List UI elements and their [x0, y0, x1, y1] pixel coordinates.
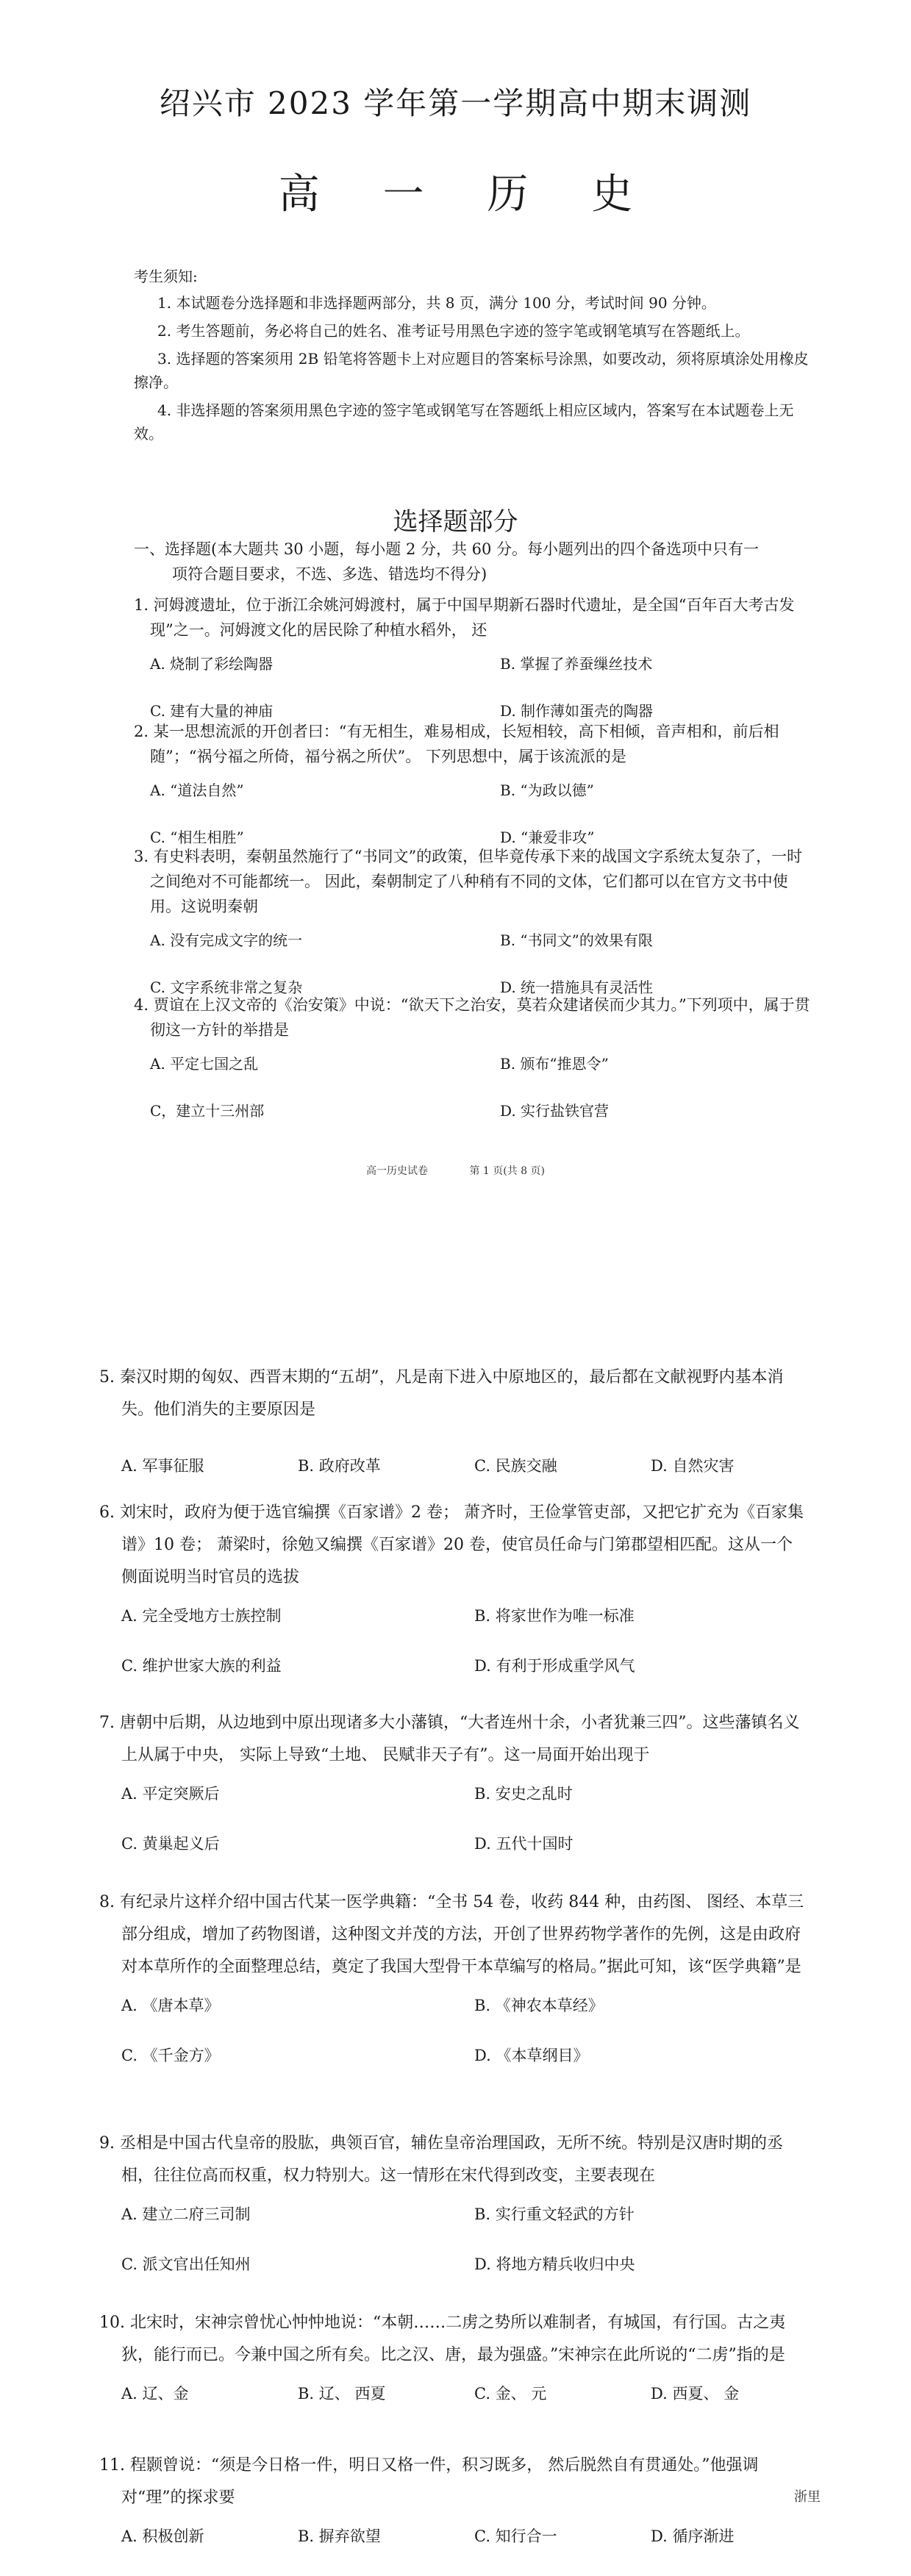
question-stem: 3. 有史料表明，秦朝虽然施行了“书同文”的政策，但毕竟传承下来的战国文字系统太复杂了，一时之间绝对不可能都统一。 因此，秦朝制定了八种稍有不同的文体，它们都可以在官方文书中使用。这说明秦朝	[134, 848, 803, 915]
option-c[interactable]: C. 维护世家大族的利益	[121, 1657, 282, 1675]
notice-item: 2. 考生答题前，务必将自己的姓名、准考证号用黑色字迹的签字笔或钢笔填写在答题纸上。	[157, 322, 750, 340]
subject-title: 高 一 历 史	[278, 171, 658, 218]
question-8	[99, 1886, 805, 2069]
corner-mark: 浙里	[794, 2489, 821, 2505]
options-row	[99, 1778, 805, 1807]
option-c[interactable]: C. 金、 元	[474, 2385, 547, 2403]
question-stem: 6. 刘宋时，政府为便于选官编撰《百家谱》2 卷； 萧齐时，王俭掌管吏部，又把它扩充为《百家集谱》10 卷； 萧梁时，徐勉又编撰《百家谱》20 卷，使官员任命与门第郡望相匹配。这从一个侧面说明当时官员的选拔	[99, 1503, 804, 1586]
notice-item: 4. 非选择题的答案须用黑色字迹的签字笔或钢笔写在答题纸上相应区域内，答案写在本试题卷上无效。	[134, 401, 794, 443]
question-stem: 9. 丞相是中国古代皇帝的股肱，典领百官，辅佐皇帝治理国政，无所不统。特别是汉唐时期的丞相，往往位高而权重，权力特别大。这一情形在宋代得到改变，主要表现在	[99, 2134, 783, 2185]
exam-page-2	[0, 1323, 911, 2576]
option-b[interactable]: B. 政府改革	[298, 1457, 381, 1475]
option-b[interactable]: B. 摒弃欲望	[298, 2527, 381, 2545]
option-a[interactable]: A. 《唐本草》	[121, 1997, 220, 2014]
option-b[interactable]: B. “书同文”的效果有限	[500, 931, 653, 949]
footer-page-number: 第 1 页(共 8 页)	[469, 1165, 545, 1177]
option-d[interactable]: D. 将地方精兵收归中央	[474, 2255, 635, 2273]
option-c[interactable]: C，建立十三州部	[150, 1102, 265, 1120]
option-a[interactable]: A. “道法自然”	[150, 781, 244, 799]
options-row	[99, 2248, 805, 2278]
exam-title: 绍兴市 2023 学年第一学期高中期末调测	[159, 85, 752, 121]
options-row	[99, 1650, 805, 1679]
question-stem: 11. 程颢曾说：“须是今日格一件，明日又格一件，积习既多， 然后脱然自有贯通处。”他强调对“理”的探求要	[99, 2456, 759, 2507]
question-4	[134, 992, 810, 1123]
options-row	[99, 2378, 805, 2407]
exam-notice	[134, 265, 810, 450]
footer-subject: 高一历史试卷	[366, 1165, 428, 1177]
option-a[interactable]: A. 平定七国之乱	[150, 1055, 259, 1073]
question-stem: 2. 某一思想流派的开创者曰：“有无相生，难易相成，长短相较，高下相倾，音声相和，前后相随”；“祸兮福之所倚，福兮祸之所伏”。 下列思想中，属于该流派的是	[134, 723, 779, 765]
question-stem: 10. 北宋时，宋神宗曾忧心忡忡地说：“本朝……二虏之势所以难制者，有城国，有行国。古之夷狄，能行而已。今兼中国之所有矣。比之汉、唐，最为强盛。”宋神宗在此所说的“二虏”指的是	[99, 2314, 786, 2364]
instruction-line: 项符合题目要求，不选、多选、错选均不得分)	[172, 565, 487, 583]
notice-item: 3. 选择题的答案须用 2B 铅笔将答题卡上对应题目的答案标号涂黑，如要改动，须将原填涂处用橡皮擦净。	[134, 350, 809, 391]
option-d[interactable]: D. 循序渐进	[651, 2527, 735, 2545]
options-row	[134, 778, 810, 803]
notice-title: 考生须知:	[134, 268, 198, 285]
question-6	[99, 1497, 805, 1679]
question-stem: 8. 有纪录片这样介绍中国古代某一医学典籍：“全书 54 卷，收药 844 种，由药图、 图经、本草三部分组成，增加了药物图谱，这种图文并茂的方法，开创了世界药物学著作的先例，这是由政府对本草所作的全面整理总结，奠定了我国大型骨干本草编写的格局。”据此可知，该“医学典籍”是	[99, 1893, 804, 1976]
options-row	[99, 2520, 805, 2550]
option-c[interactable]: C. 派文官出任知州	[121, 2255, 251, 2273]
option-a[interactable]: A. 军事征服	[121, 1457, 204, 1475]
option-a[interactable]: A. 完全受地方士族控制	[121, 1607, 282, 1625]
option-d[interactable]: D. 制作薄如蛋壳的陶器	[500, 702, 654, 720]
question-5	[99, 1362, 805, 1479]
option-d[interactable]: D. 《本草纲目》	[474, 2047, 589, 2064]
option-d[interactable]: D. 统一措施具有灵活性	[500, 978, 654, 996]
page-footer	[0, 1163, 911, 1178]
option-a[interactable]: A. 辽、金	[121, 2385, 189, 2403]
options-row	[99, 1828, 805, 1857]
option-a[interactable]: A. 建立二府三司制	[121, 2205, 251, 2223]
options-row	[134, 928, 810, 953]
section-title: 选择题部分	[393, 507, 518, 537]
options-row	[99, 2198, 805, 2228]
option-c[interactable]: C. 建有大量的神庙	[150, 702, 274, 720]
option-c[interactable]: C. 知行合一	[474, 2527, 557, 2545]
question-9	[99, 2128, 805, 2278]
option-c[interactable]: C. 《千金方》	[121, 2047, 220, 2064]
question-stem: 7. 唐朝中后期，从边地到中原出现诸多大小藩镇，“大者连州十余，小者犹兼三四”。这些藩镇名义上从属于中央， 实际上导致“土地、 民赋非天子有”。这一局面开始出现于	[99, 1714, 800, 1764]
option-d[interactable]: D. “兼爱非攻”	[500, 829, 595, 846]
question-stem: 1. 河姆渡遗址，位于浙江余姚河姆渡村，属于中国早期新石器时代遗址，是全国“百年百大考古发现”之一。河姆渡文化的居民除了种植水稻外， 还	[134, 596, 795, 639]
option-d[interactable]: D. 有利于形成重学风气	[474, 1657, 635, 1675]
option-d[interactable]: D. 西夏、 金	[651, 2385, 740, 2403]
question-stem: 5. 秦汉时期的匈奴、西晋末期的“五胡”，凡是南下进入中原地区的，最后都在文献视野内基本消失。他们消失的主要原因是	[99, 1368, 784, 1419]
options-row	[99, 1450, 805, 1479]
notice-item: 1. 本试题卷分选择题和非选择题两部分，共 8 页，满分 100 分，考试时间 90 分钟。	[157, 294, 716, 312]
option-a[interactable]: A. 没有完成文字的统一	[150, 931, 303, 949]
section-instruction	[134, 537, 810, 587]
exam-page-1	[0, 0, 911, 1206]
option-d[interactable]: D. 自然灾害	[651, 1457, 735, 1475]
option-b[interactable]: B. 实行重文轻武的方针	[474, 2205, 635, 2223]
question-1	[134, 593, 810, 723]
option-c[interactable]: C. 文字系统非常之复杂	[150, 978, 303, 996]
option-b[interactable]: B. 《神农本草经》	[474, 1997, 604, 2014]
option-c[interactable]: C. “相生相胜”	[150, 829, 244, 846]
option-d[interactable]: D. 五代十国时	[474, 1835, 574, 1853]
option-b[interactable]: B. 辽、 西夏	[298, 2385, 386, 2403]
option-a[interactable]: A. 平定突厥后	[121, 1785, 220, 1803]
option-d[interactable]: D. 实行盐铁官营	[500, 1102, 610, 1120]
options-row	[134, 1051, 810, 1076]
options-row	[134, 1098, 810, 1123]
option-b[interactable]: B. 将家世作为唯一标准	[474, 1607, 635, 1625]
question-10	[99, 2307, 805, 2407]
question-2	[134, 719, 810, 850]
option-b[interactable]: B. 颁布“推恩令”	[500, 1055, 609, 1073]
option-a[interactable]: A. 烧制了彩绘陶器	[150, 655, 274, 673]
options-row	[99, 2039, 805, 2069]
option-b[interactable]: B. 安史之乱时	[474, 1785, 573, 1803]
option-c[interactable]: C. 民族交融	[474, 1457, 557, 1475]
option-b[interactable]: B. 掌握了养蚕缫丝技术	[500, 655, 653, 673]
option-b[interactable]: B. “为政以德”	[500, 781, 594, 799]
question-11	[99, 2450, 805, 2550]
instruction-line: 一、选择题(本大题共 30 小题，每小题 2 分，共 60 分。每小题列出的四个备选项中只有一	[134, 540, 760, 558]
question-stem: 4. 贾谊在上汉文帝的《治安策》中说：“欲天下之治安，莫若众建诸侯而少其力。”下列项中，属于贯彻这一方针的举措是	[134, 996, 810, 1039]
options-row	[99, 1600, 805, 1629]
options-row	[99, 1989, 805, 2019]
option-a[interactable]: A. 积极创新	[121, 2527, 204, 2545]
question-3	[134, 844, 810, 1000]
options-row	[134, 651, 810, 676]
option-c[interactable]: C. 黄巢起义后	[121, 1835, 220, 1853]
question-7	[99, 1707, 805, 1857]
